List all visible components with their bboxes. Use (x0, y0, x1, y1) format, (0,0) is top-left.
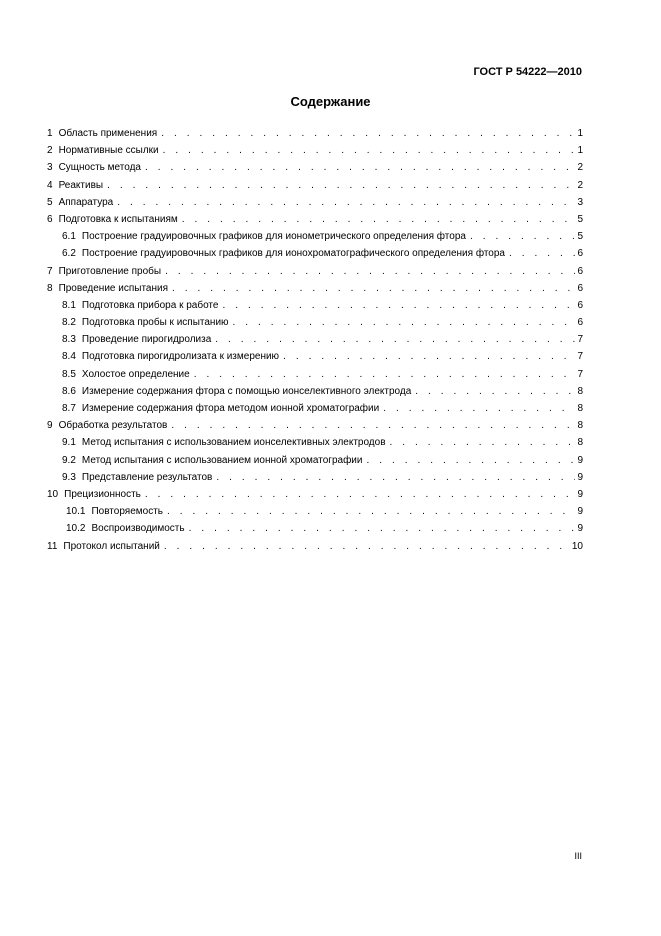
toc-entry-page: 6 (577, 265, 583, 277)
toc-entry[interactable] (47, 228, 583, 245)
toc-dot-leader (167, 503, 575, 520)
toc-entry-label: Метод испытания с использованием ионселективных электродов (81, 437, 386, 449)
toc-entry-label: Подготовка к испытаниям (58, 213, 178, 225)
toc-dot-leader (366, 452, 575, 469)
toc-title: Содержание (290, 94, 371, 109)
toc-entry[interactable] (47, 486, 583, 503)
toc-entry-number: 8.1 (62, 299, 76, 311)
toc-entry-page: 7 (577, 334, 583, 346)
toc-entry-number: 6.2 (62, 248, 76, 260)
toc-entry-page: 9 (577, 506, 583, 518)
toc-dot-leader (161, 125, 575, 142)
toc-entry-number: 8.2 (62, 317, 76, 329)
toc-entry-label: Воспроизводимость (91, 523, 185, 535)
toc-entry-label: Представление результатов (81, 471, 213, 483)
toc-entry-page: 8 (577, 403, 583, 414)
toc-entry[interactable] (47, 348, 583, 365)
toc-entry[interactable] (47, 417, 583, 434)
toc-entry-number: 9.2 (62, 454, 76, 466)
toc-entry-page: 8 (577, 385, 583, 397)
toc-dot-leader (189, 520, 576, 537)
toc-entry-number: 10.2 (66, 523, 86, 535)
toc-entry-number: 9.3 (62, 471, 76, 483)
toc-entry[interactable] (47, 177, 583, 194)
toc-entry-number: 4 (47, 179, 53, 191)
toc-entry-label: Проведение испытания (58, 282, 169, 294)
toc-entry[interactable] (47, 314, 583, 331)
toc-entry[interactable] (47, 434, 583, 451)
toc-entry[interactable] (47, 383, 583, 400)
toc-entry-label: Обработка результатов (58, 420, 168, 432)
toc-entry-number: 9.1 (62, 437, 76, 449)
toc-entry-number: 6.1 (62, 231, 76, 243)
toc-dot-leader (509, 245, 575, 262)
toc-entry-label: Подготовка прибора к работе (81, 299, 219, 311)
toc-entry-number: 8.5 (62, 368, 76, 380)
toc-entry[interactable] (47, 194, 583, 211)
toc-entry-page: 5 (577, 213, 583, 225)
toc-entry-label: Прецизионность (64, 488, 141, 500)
toc-entry-page: 6 (577, 299, 583, 311)
toc-entry[interactable] (47, 452, 583, 469)
toc-entry[interactable] (47, 538, 583, 555)
toc-entry-page: 6 (577, 248, 583, 260)
toc-entry-number: 1 (47, 128, 53, 139)
toc-entry-label: Приготовление пробы (58, 265, 162, 277)
toc-dot-leader (145, 159, 575, 176)
toc-entry-label: Проведение пирогидролиза (81, 334, 212, 346)
toc-entry-number: 5 (47, 196, 53, 208)
toc-entry[interactable] (47, 125, 583, 142)
toc-entry-label: Измерение содержания фтора с помощью ионселективного электрода (81, 385, 412, 397)
toc-entry-label: Холостое определение (81, 368, 190, 380)
toc-entry-label: Протокол испытаний (63, 540, 160, 552)
toc-entry[interactable] (47, 280, 583, 297)
toc-entry[interactable] (47, 331, 583, 348)
toc-dot-leader (182, 211, 576, 228)
toc-entry-label: Построение градуировочных графиков для ионохроматографического определения фтора (81, 248, 505, 260)
toc-entry-label: Подготовка пирогидролизата к измерению (81, 351, 280, 363)
toc-dot-leader (164, 538, 570, 555)
toc-dot-leader (163, 142, 576, 159)
toc-entry[interactable] (47, 469, 583, 486)
toc-entry[interactable] (47, 159, 583, 176)
toc-entry-page: 9 (577, 523, 583, 535)
toc-entry-number: 8.3 (62, 334, 76, 346)
toc-entry-number: 7 (47, 265, 53, 277)
toc-entry-number: 6 (47, 213, 53, 225)
toc-dot-leader (215, 331, 575, 348)
toc-dot-leader (165, 263, 575, 280)
toc-entry-page: 9 (577, 471, 583, 483)
toc-entry[interactable] (47, 400, 583, 417)
toc-entry-page: 6 (577, 282, 583, 294)
toc-entry-number: 8.7 (62, 403, 76, 414)
table-of-contents (47, 125, 583, 555)
toc-entry-page: 5 (577, 231, 583, 243)
toc-dot-leader (470, 228, 575, 245)
toc-entry[interactable] (47, 245, 583, 262)
toc-entry-label: Аппаратура (58, 196, 114, 208)
toc-dot-leader (172, 280, 575, 297)
toc-entry-page: 1 (577, 145, 583, 157)
toc-entry[interactable] (47, 503, 583, 520)
toc-entry-label: Нормативные ссылки (58, 145, 159, 157)
toc-dot-leader (383, 400, 575, 417)
toc-dot-leader (222, 297, 575, 314)
toc-entry-page: 2 (577, 162, 583, 174)
toc-dot-leader (107, 177, 575, 194)
toc-dot-leader (171, 417, 575, 434)
toc-entry-label: Реактивы (58, 179, 104, 191)
toc-entry-number: 10 (47, 488, 59, 500)
toc-entry[interactable] (47, 211, 583, 228)
toc-entry-page: 3 (577, 196, 583, 208)
toc-entry-label: Подготовка пробы к испытанию (81, 317, 229, 329)
toc-entry-page: 9 (577, 488, 583, 500)
toc-entry-page: 8 (577, 420, 583, 432)
toc-entry-number: 8 (47, 282, 53, 294)
toc-entry-number: 3 (47, 162, 53, 174)
toc-dot-leader (233, 314, 576, 331)
toc-entry[interactable] (47, 263, 583, 280)
toc-dot-leader (194, 366, 576, 383)
toc-entry-number: 9 (47, 420, 53, 432)
toc-dot-leader (216, 469, 575, 486)
toc-entry-page: 1 (577, 128, 583, 139)
toc-entry-page: 6 (577, 317, 583, 329)
toc-entry-label: Метод испытания с использованием ионной хроматографии (81, 454, 363, 466)
toc-entry-page: 9 (577, 454, 583, 466)
toc-entry-number: 8.6 (62, 385, 76, 397)
toc-entry-page: 8 (577, 437, 583, 449)
toc-dot-leader (145, 486, 576, 503)
toc-entry[interactable] (47, 520, 583, 537)
page-number: III (574, 851, 582, 861)
toc-entry-number: 11 (47, 540, 58, 552)
toc-entry-page: 7 (577, 368, 583, 380)
toc-entry-number: 10.1 (66, 506, 86, 518)
toc-entry-label: Область применения (58, 128, 158, 139)
toc-entry-number: 8.4 (62, 351, 76, 363)
toc-entry[interactable] (47, 297, 583, 314)
toc-entry-number: 2 (47, 145, 53, 157)
toc-entry[interactable] (47, 142, 583, 159)
toc-entry-label: Повторяемость (91, 506, 163, 518)
toc-entry-label: Сущность метода (58, 162, 141, 174)
toc-entry-page: 2 (577, 179, 583, 191)
toc-entry-page: 10 (571, 540, 583, 552)
document-code: ГОСТ Р 54222—2010 (473, 66, 582, 78)
toc-entry-page: 7 (577, 351, 583, 363)
toc-dot-leader (390, 434, 576, 451)
toc-dot-leader (117, 194, 575, 211)
toc-entry-label: Измерение содержания фтора методом ионной хроматографии (81, 403, 380, 414)
toc-dot-leader (415, 383, 575, 400)
toc-entry-label: Построение градуировочных графиков для ионометрического определения фтора (81, 231, 466, 243)
toc-dot-leader (283, 348, 575, 365)
toc-entry[interactable] (47, 366, 583, 383)
